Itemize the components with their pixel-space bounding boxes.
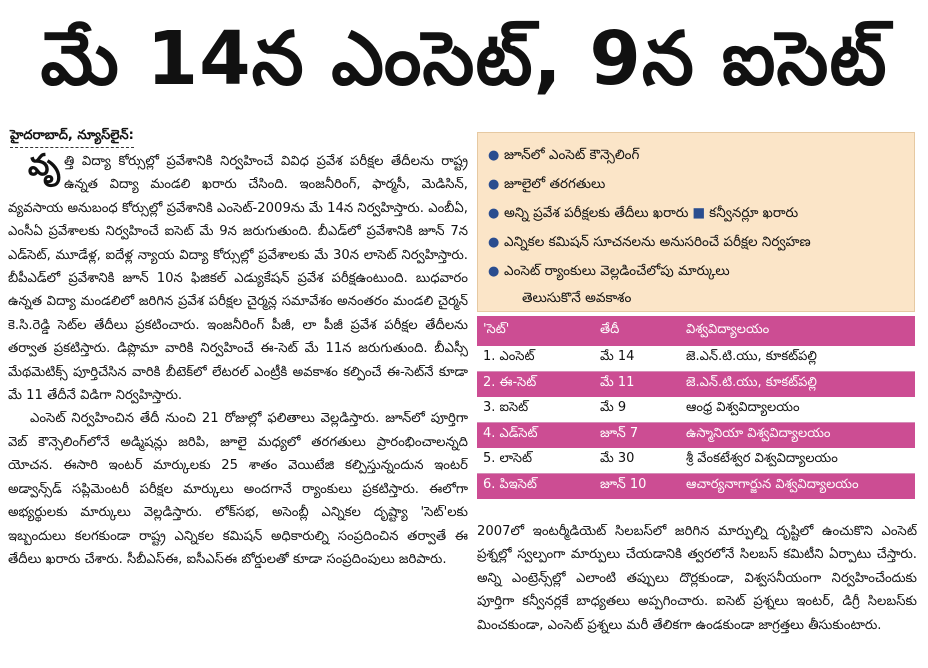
cell-university: శ్రీ వేంకటేశ్వర విశ్వవిద్యాలయం (686, 451, 838, 467)
highlight-text: ఎన్నికల కమిషన్ సూచనలను అనుసరించే పరీక్షల నిర్వహణ (504, 234, 811, 250)
exam-schedule-table (477, 316, 915, 499)
highlights-list (486, 141, 904, 310)
bullet-icon: ● (488, 148, 500, 163)
cell-set: 5. లాసెట్ (483, 451, 532, 467)
bullet-icon: ● (488, 177, 500, 192)
header-date: తేదీ (600, 322, 620, 337)
cell-date: మే 9 (600, 400, 627, 416)
article-body-left (8, 150, 468, 665)
highlight-continuation: తెలుసుకొనే అవకాశం (522, 290, 632, 306)
table-row (477, 346, 915, 372)
article-paragraph-2: ఎంసెట్ నిర్వహించిన తేదీ నుంచి 21 రోజుల్లో ఫలితాలు వెల్లడిస్తారు. జూన్‌లో పూర్తిగా వెబ్ కౌన్సెలింగ్‌లోనే అడ్మిషన్లు జరిపి, జూలై మధ్యలో తరగతులు ప్రారంభించాలన్నది యోచన. ఈసారి ఇంటర్ మార్కులకు 25 శాతం వెయిటేజి కల్పిస్తున్నందున ఇంటర్ అడ్వాన్స్‌డ్ సప్లిమెంటరీ పరీక్షల మార్కులు అందగానే ర్యాంకులు ప్రకటిస్తారు. ఈలోగా అభ్యర్థులకు మార్కులు వెల్లడిస్తారు. లోక్‌సభ, అసెంబ్లీ ఎన్నికల దృష్ట్యా 'సెట్'లకు ఇబ్బందులు కలగకుండా రాష్ట్ర ఎన్నికల కమిషన్ అధికారుల్ని సంప్రదించిన తర్వాతే ఈ తేదీలు ఖరారు చేశారు. సీబీఎస్ఈ, ఐసీఎస్ఈ బోర్డులతో కూడా సంప్రదింపులు జరిపారు. (8, 411, 468, 567)
paragraph-1-text: త్తి విద్యా కోర్సుల్లో ప్రవేశానికి నిర్వహించే వివిధ ప్రవేశ పరీక్షల తేదీలను రాష్ట్ర ఉన్నత విద్యా మండలి ఖరారు చేసింది. ఇంజనీరింగ్, ఫార్మసీ, మెడిసిన్, వ్యవసాయ అనుబంధ కోర్సుల్లో ప్రవేశానికి ఎంసెట్-2009ను మే 14న నిర్వహిస్తారు. ఎంబీఏ, ఎంసీఏ ప్రవేశాలకు నిర్వహించే ఐసెట్ మే 9న జరుగుతుంది. బీఎడ్‌లో ప్రవేశానికి జూన్ 7న ఎడ్‌సెట్, మూడేళ్ల, ఐదేళ్ల న్యాయ విద్యా కోర్సుల్లో ప్రవేశాలకు మే 30న లాసెట్ నిర్వహిస్తారు. బీపీఎడ్‌లో ప్రవేశానికి జూన్ 10న ఫిజికల్ ఎడ్యుకేషన్ ప్రవేశ పరీక్షఉంటుంది. బుధవారం ఉన్నత విద్యా మండలిలో జరిగిన ప్రవేశ పరీక్షల చైర్మన్ల సమావేశం అనంతరం మండలి చైర్మన్ కె.సి.రెడ్డి సెట్‌ల తేదీలు ప్రకటించారు. ఇంజనీరింగ్ పీజీ, లా పీజీ ప్రవేశ పరీక్షల తేదీలను తర్వాత ప్రకటిస్తారు. డిప్లొమా వారికి నిర్వహించే ఈ-సెట్ మే 11న జరుగుతుంది. బీఎస్సీ మేథమెటిక్స్ పూర్తిచేసిన వారికి బీటెక్‌లో లేటరల్ ఎంట్రీకి అవకాశం కల్పించే ఈ-సెట్‌నే కూడా మే 11 తేదీనే విడిగా నిర్వహిస్తారు. (8, 154, 468, 404)
article-body-right (477, 520, 917, 665)
cell-set: 1. ఎంసెట్ (483, 349, 535, 365)
cell-date: జూన్ 10 (600, 477, 647, 493)
table-row (477, 448, 915, 474)
article-paragraph-right: 2007లో ఇంటర్మీడియెట్ సిలబస్‌లో జరిగిన మార్పుల్ని దృష్టిలో ఉంచుకొని ఎంసెట్ ప్రశ్నల్లో స్వల్పంగా మార్పులు చేయడానికి త్వరలోనే సిలబస్ కమిటీని ఏర్పాటు చేస్తారు. అన్ని ఎంట్రెన్స్‌ల్లో ఎలాంటి తప్పులు దొర్లకుండా, విశ్వసనీయంగా నిర్వహించేందుకు పూర్తిగా కన్వీనర్లకే బాధ్యతలు అప్పగించారు. ఐసెట్ ప్రశ్నలు ఇంటర్, డిగ్రీ సిలబస్‌కు మించకుండా, ఎంసెట్ ప్రశ్నలు మరీ తేలికగా ఉండకుండా జాగ్రత్తలు తీసుకుంటారు. (477, 524, 917, 633)
cell-date: జూన్ 7 (600, 426, 639, 442)
square-bullet-icon: ■ (692, 205, 706, 221)
article-paragraph-1 (8, 150, 468, 407)
table-header-row (477, 316, 915, 346)
highlight-text: అన్ని ప్రవేశ పరీక్షలకు తేదీలు ఖరారు (504, 205, 689, 221)
dateline: హైదరాబాద్, న్యూస్‌లైన్: (10, 128, 134, 148)
cell-date: మే 30 (600, 451, 635, 467)
cell-university: ఆంధ్ర విశ్వవిద్యాలయం (686, 400, 800, 416)
headline: మే 14న ఎంసెట్, 9న ఐసెట్ (40, 16, 888, 102)
highlight-text: జూలైలో తరగతులు (504, 176, 606, 192)
cell-university: జె.ఎన్.టి.యు, కూకట్‌పల్లి (686, 375, 817, 391)
table-row (477, 423, 915, 449)
highlight-item (486, 141, 904, 170)
highlights-box (477, 132, 915, 312)
cell-date: మే 14 (600, 349, 635, 365)
cell-set: 2. ఈ-సెట్ (483, 375, 537, 391)
cell-university: ఆచార్యనాగార్జున విశ్వవిద్యాలయం (686, 477, 859, 493)
highlight-item (486, 257, 904, 310)
highlight-item (486, 199, 904, 228)
cell-set: 6. పిఇసెట్ (483, 477, 537, 493)
bullet-icon: ● (488, 235, 500, 250)
bullet-icon: ● (488, 264, 500, 279)
highlight-item (486, 170, 904, 199)
cell-set: 4. ఎడ్‌సెట్ (483, 426, 538, 442)
table-row (477, 474, 915, 500)
table-row (477, 397, 915, 423)
cell-date: మే 11 (600, 375, 635, 391)
highlight-text: జూన్‌లో ఎంసెట్ కౌన్సెలింగ్ (504, 147, 640, 163)
table-row (477, 372, 915, 398)
cell-set: 3. ఐసెట్ (483, 400, 529, 416)
highlight-extra-text: కన్వీనర్లూ ఖరారు (709, 205, 799, 221)
cell-university: జె.ఎన్.టి.యు, కూకట్‌పల్లి (686, 349, 817, 365)
highlight-text: ఎంసెట్ ర్యాంకులు వెల్లడించేలోపు మార్కులు (504, 263, 730, 279)
drop-cap: వృ (28, 150, 60, 183)
bullet-icon: ● (488, 206, 500, 221)
highlight-item (486, 228, 904, 257)
header-university: విశ్వవిద్యాలయం (686, 322, 770, 337)
cell-university: ఉస్మానియా విశ్వవిద్యాలయం (686, 426, 831, 442)
header-set: 'సెట్' (483, 322, 510, 337)
